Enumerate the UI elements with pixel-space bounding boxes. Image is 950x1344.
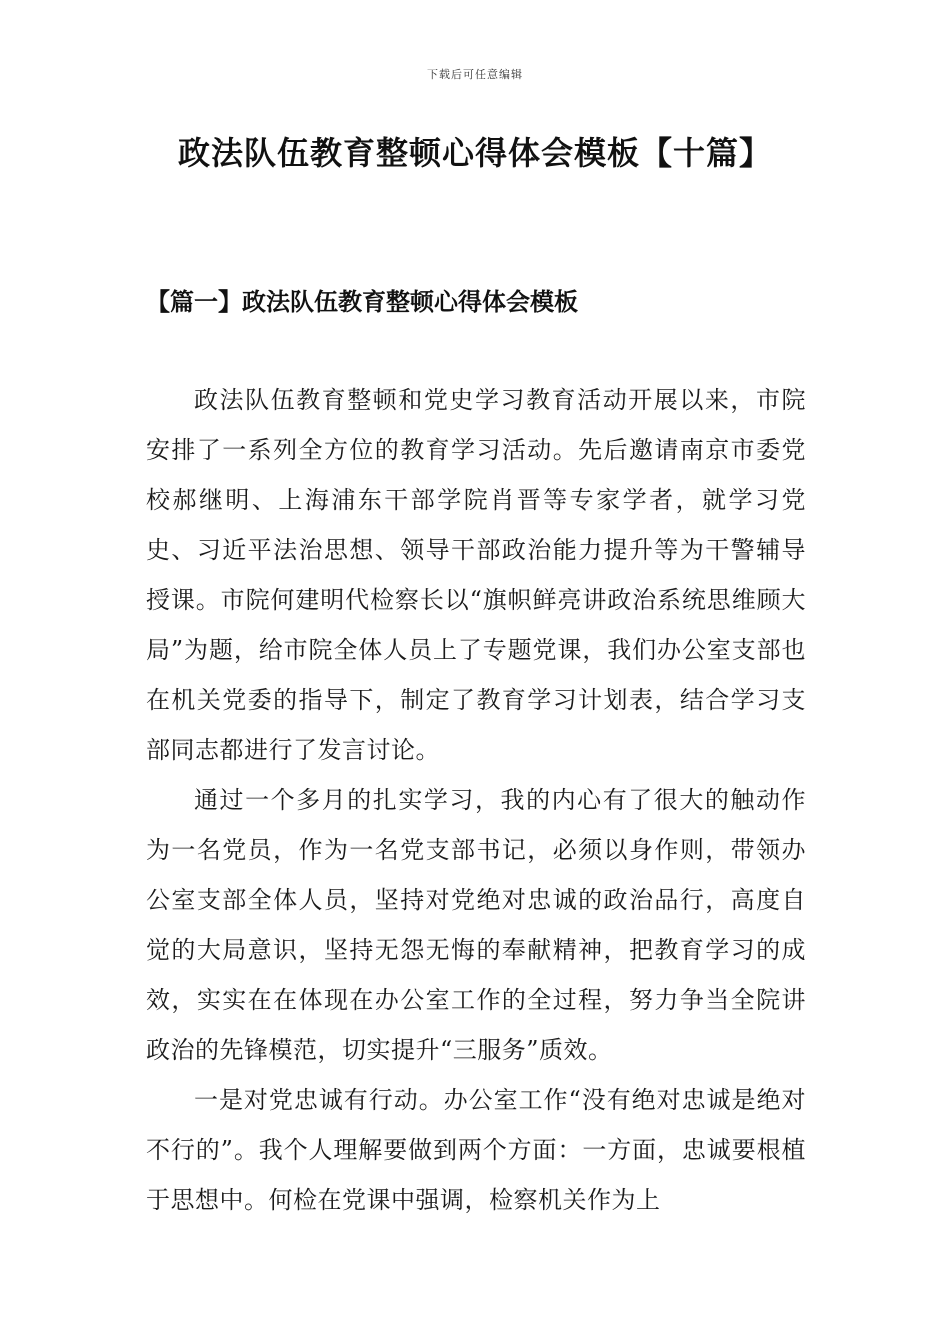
document-title: 政法队伍教育整顿心得体会模板【十篇】 <box>177 134 772 172</box>
body-paragraph: 一是对党忠诚有行动。办公室工作“没有绝对忠诚是绝对不行的”。我个人理解要做到两个方面：一方面，忠诚要根植于思想中。何检在党课中强调，检察机关作为上 <box>146 1086 806 1214</box>
body-paragraph: 政法队伍教育整顿和党史学习教育活动开展以来，市院安排了一系列全方位的教育学习活动。先后邀请南京市委党校郝继明、上海浦东干部学院肖晋等专家学者，就学习党史、习近平法治思想、领导干部政治能力提升等为干警辅导授课。市院何建明代检察长以“旗帜鲜亮讲政治系统思维顾大局”为题，给市院全体人员上了专题党课，我们办公室支部也在机关党委的指导下，制定了教育学习计划表，结合学习支部同志都进行了发言讨论。 <box>146 386 806 764</box>
page-header-note: 下载后可任意编辑 <box>427 68 523 81</box>
section-heading: 【篇一】政法队伍教育整顿心得体会模板 <box>146 287 578 316</box>
document-body <box>146 375 806 1225</box>
body-paragraph: 通过一个多月的扎实学习，我的内心有了很大的触动作为一名党员，作为一名党支部书记，必须以身作则，带领办公室支部全体人员，坚持对党绝对忠诚的政治品行，高度自觉的大局意识，坚持无怨无悔的奉献精神，把教育学习的成效，实实在在体现在办公室工作的全过程，努力争当全院讲政治的先锋模范，切实提升“三服务”质效。 <box>146 786 806 1064</box>
